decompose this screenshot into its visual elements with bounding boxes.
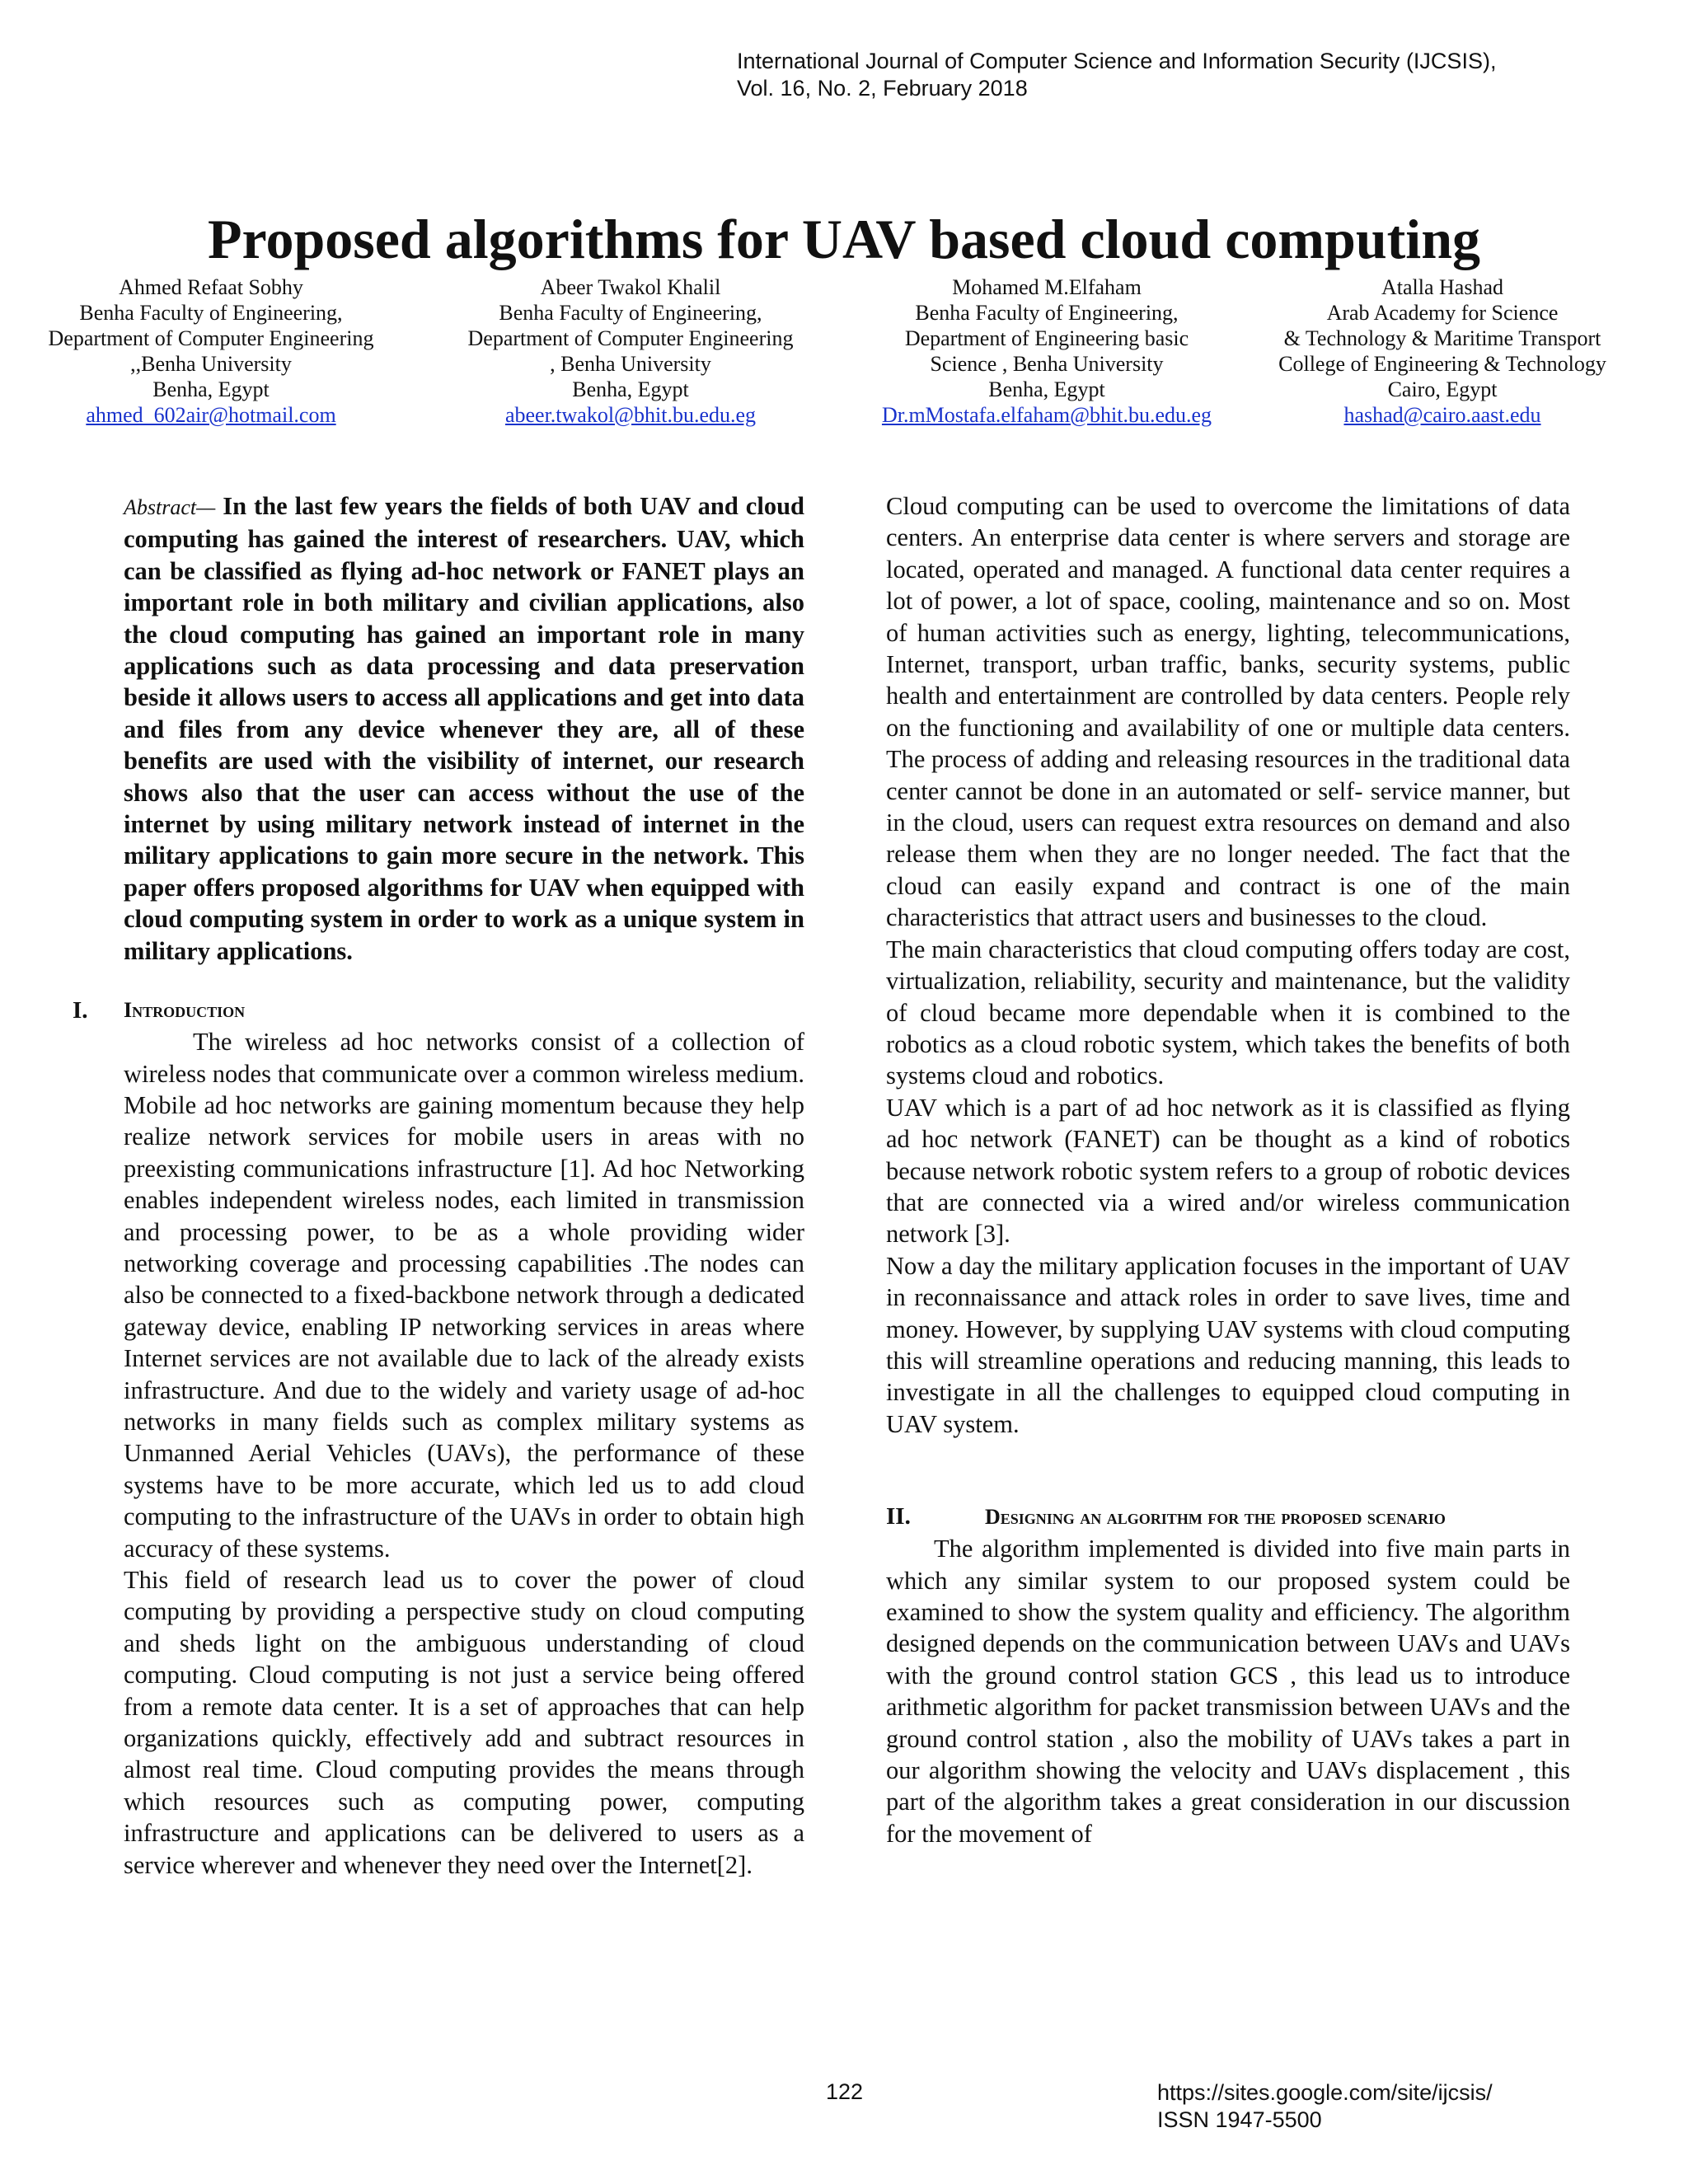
paragraph: Cloud computing can be used to overcome the limitations of data centers. An enterprise data center is where servers and storage are located, operated and managed. A functional data center requires a lot of power, a lot of space, cooling, maintenance and so on. Most of human activities such as energy, lighting, telecommunications, Internet, transport, urban traffic, banks, security systems, public health and entertainment are controlled by data centers. People rely on the functioning and availability of one or multiple data centers. The process of adding and releasing resources in the traditional data center cannot be done in an automated or self- service manner, but in the cloud, users can request extra resources on demand and also release them when they are no longer needed. The fact that the cloud can easily expand and contract is one of the main characteristics that attract users and businesses to the cloud. <box>886 492 1570 932</box>
author-email-link[interactable]: Dr.mMostafa.elfaham@bhit.bu.edu.eg <box>881 403 1212 427</box>
paragraph: The main characteristics that cloud computing offers today are cost, virtualization, reliability, security and maintenance, but the validity of cloud became more dependable when it is combined to the robotics as a cloud robotic system, which takes the benefits of both systems cloud and robotics. <box>886 935 1570 1090</box>
footer-info <box>1157 2079 1493 2134</box>
author-affiliation-line: Benha Faculty of Engineering, <box>499 301 762 325</box>
author-name: Atalla Hashad <box>1381 275 1503 299</box>
author-affiliation-line: Benha, Egypt <box>152 377 270 401</box>
journal-volume: Vol. 16, No. 2, February 2018 <box>737 76 1028 101</box>
author-affiliation-line: Department of Engineering basic <box>904 326 1189 350</box>
paragraph: This field of research lead us to cover the power of cloud computing by providing a perspective study on cloud computing and sheds light on the ambiguous understanding of cloud computing. Cloud computing is not just a service being offered from a remote data center. It is a set of approaches that can help organizations quickly, effectively add and subtract resources in almost real time. Cloud computing provides the means through which resources such as computing power, computing infrastructure and applications can be delivered to users as a service wherever and whenever they need over the Internet[2]. <box>124 1566 804 1879</box>
abstract-label: Abstract— <box>124 495 216 519</box>
author-affiliation-line: Benha, Egypt <box>572 377 689 401</box>
author-affiliation-line: Benha Faculty of Engineering, <box>79 301 343 325</box>
author-email-link[interactable]: ahmed_602air@hotmail.com <box>86 403 336 427</box>
author-affiliation-line: Department of Computer Engineering <box>48 326 374 350</box>
author-affiliation-line: Benha, Egypt <box>988 377 1105 401</box>
author-block-3 <box>849 274 1245 428</box>
section-title: Designing an algorithm for the proposed scenario <box>985 1505 1446 1530</box>
author-affiliation-line: Science , Benha University <box>930 352 1164 376</box>
author-block-2 <box>433 274 828 428</box>
paragraph: The algorithm implemented is divided into five main parts in which any similar system to our proposed system could be examined to show the system quality and efficiency. The algorithm designed depends on the communication between UAVs and UAVs with the ground control station GCS , this lead us to introduce arithmetic algorithm for packet transmission between UAVs and the ground control station , also the mobility of UAVs takes a part in our algorithm showing the velocity and UAVs displacement , this part of the algorithm takes a great consideration in our discussion for the movement of <box>886 1535 1570 1848</box>
section-number: II. <box>886 1503 911 1530</box>
page-number: 122 <box>826 2079 864 2104</box>
author-affiliation-line: Arab Academy for Science <box>1326 301 1559 325</box>
issn: ISSN 1947-5500 <box>1157 2107 1322 2132</box>
paragraph: Now a day the military application focuses in the important of UAV in reconnaissance and attack roles in order to save lives, time and money. However, by supplying UAV systems with cloud computing this will streamline operations and reducing manning, this leads to investigate in all the challenges to equipped cloud computing in UAV system. <box>886 1251 1570 1438</box>
journal-name: International Journal of Computer Science and Information Security (IJCSIS), <box>737 49 1497 73</box>
abstract-text: In the last few years the fields of both UAV and cloud computing has gained the interest of researchers. UAV, which can be classified as flying ad-hoc network or FANET plays an important role in both military and civilian applications, also the cloud computing has gained an important role in many applications such as data processing and data preservation beside it allows users to access all applications and get into data and files from any device whenever they are, all of these benefits are used with the visibility of internet, our research shows also that the user can access without the use of the internet by using military network instead of internet in the military applications to gain more secure in the network. This paper offers proposed algorithms for UAV when equipped with cloud computing system in order to work as a unique system in military applications. <box>124 492 804 965</box>
author-email-link[interactable]: hashad@cairo.aast.edu <box>1343 403 1541 427</box>
journal-header <box>737 48 1496 102</box>
author-block-1 <box>13 274 409 428</box>
author-affiliation-line: & Technology & Maritime Transport <box>1283 326 1601 350</box>
author-affiliation-line: Cairo, Egypt <box>1387 377 1498 401</box>
paragraph: The wireless ad hoc networks consist of a collection of wireless nodes that communicate over a common wireless medium. Mobile ad hoc networks are gaining momentum because they help realize network services for mobile users in areas with no preexisting communications infrastructure [1]. Ad hoc Networking enables independent wireless nodes, each limited in transmission and processing power, to be as a whole providing wider networking coverage and processing capabilities .The nodes can also be connected to a fixed-backbone network through a dedicated gateway device, enabling IP networking services in areas where Internet services are not available due to lack of the already exists infrastructure. And due to the widely and variety usage of ad-hoc networks in many fields such as complex military systems as Unmanned Aerial Vehicles (UAVs), the performance of these systems have to be more accurate, which led us to add cloud computing to the infrastructure of the UAVs in order to obtain high accuracy of these systems. <box>124 1028 804 1563</box>
abstract <box>124 490 804 967</box>
author-block-4 <box>1245 274 1640 428</box>
author-affiliation-line: ,,Benha University <box>130 352 292 376</box>
right-column <box>886 490 1570 1849</box>
section-title: Introduction <box>124 998 246 1023</box>
paragraph: UAV which is a part of ad hoc network as it is classified as flying ad hoc network (FANET) can be thought as a kind of robotics because network robotic system refers to a group of robotic devices that are connected via a wired and/or wireless communication network [3]. <box>886 1093 1570 1249</box>
author-affiliation-line: , Benha University <box>550 352 711 376</box>
author-affiliation-line: Benha Faculty of Engineering, <box>915 301 1179 325</box>
author-name: Abeer Twakol Khalil <box>540 275 721 299</box>
author-email-link[interactable]: abeer.twakol@bhit.bu.edu.eg <box>504 403 757 427</box>
paper-title: Proposed algorithms for UAV based cloud computing <box>207 208 1481 270</box>
author-affiliation-line: College of Engineering & Technology <box>1278 352 1606 376</box>
section-number: I. <box>73 997 88 1024</box>
author-affiliation-line: Department of Computer Engineering <box>467 326 794 350</box>
section-heading-designing <box>886 1501 1570 1533</box>
left-column <box>73 490 804 1881</box>
journal-url-link[interactable]: https://sites.google.com/site/ijcsis/ <box>1157 2080 1493 2105</box>
section-heading-introduction <box>73 995 804 1026</box>
author-name: Ahmed Refaat Sobhy <box>119 275 303 299</box>
author-name: Mohamed M.Elfaham <box>952 275 1142 299</box>
